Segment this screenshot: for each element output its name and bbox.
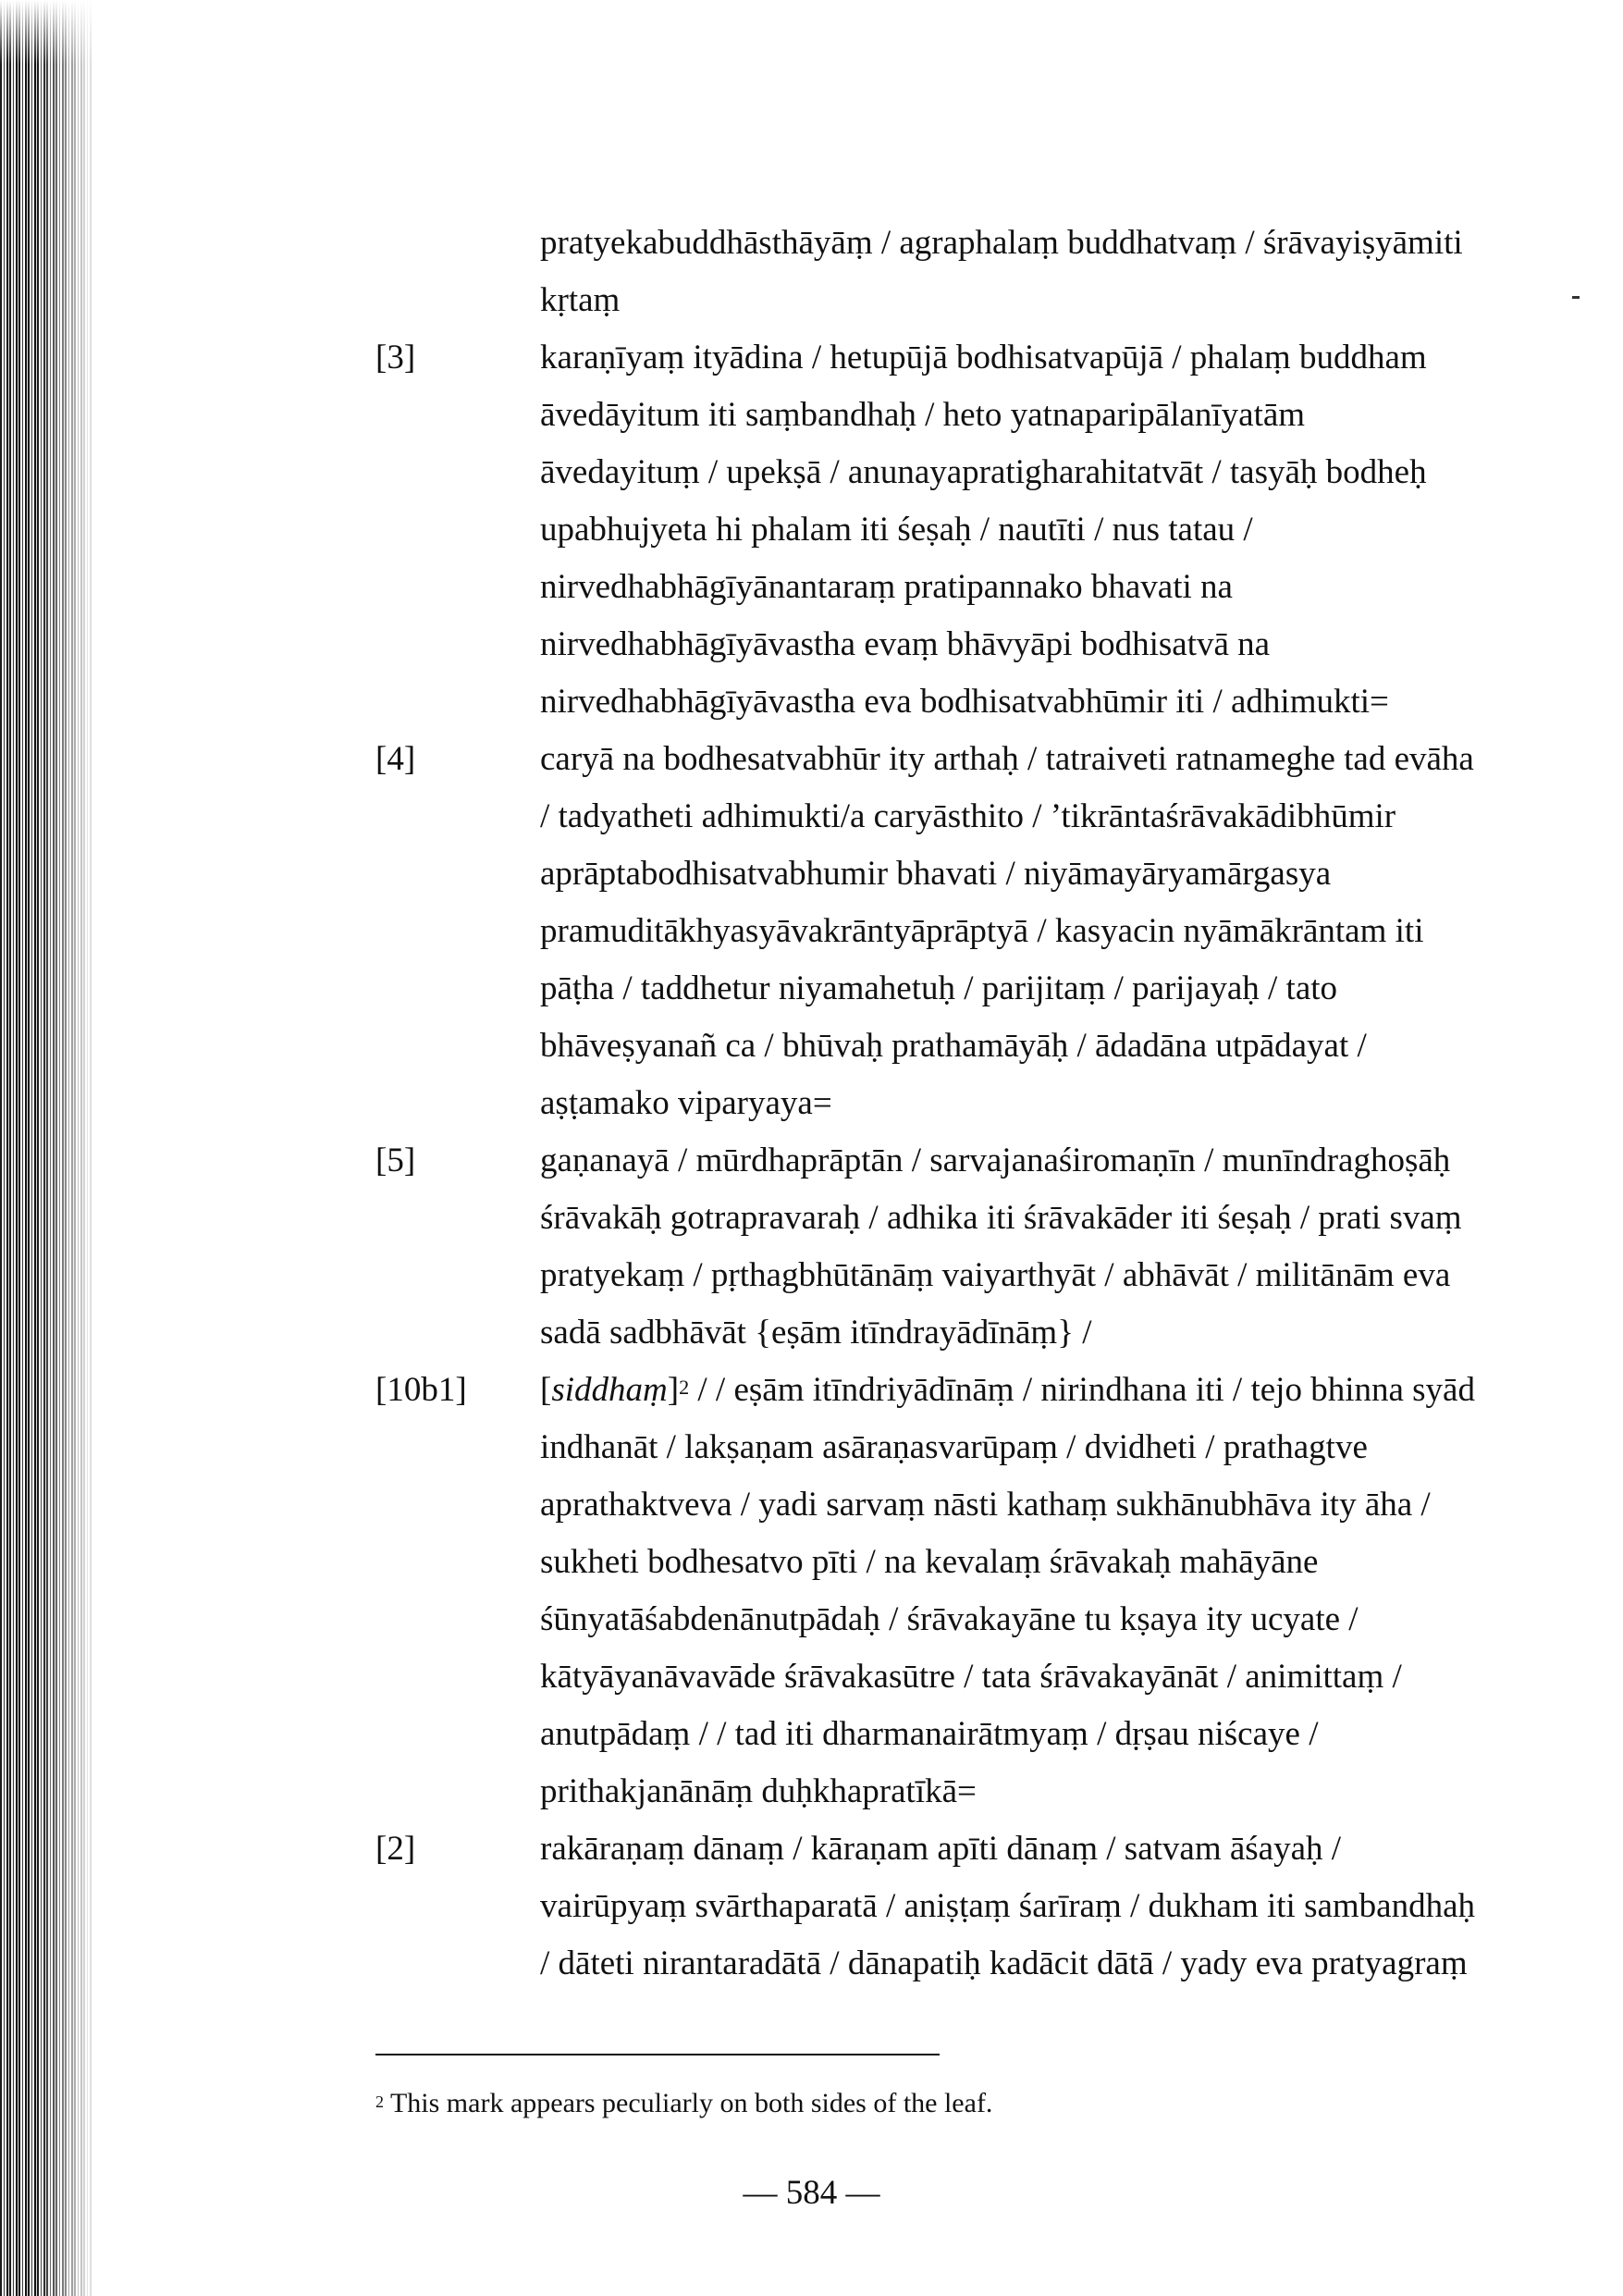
- text-line: [0, 673, 1623, 731]
- line-text: sukheti bodhesatvo pīti / na kevalaṃ śrāvakaḥ mahāyāne: [540, 1543, 1319, 1581]
- text-line: [0, 731, 1623, 788]
- text-line: [0, 215, 1623, 272]
- text-line: [0, 1935, 1623, 1993]
- line-text: vairūpyaṃ svārthaparatā / aniṣṭaṃ śarīraṃ / dukham iti sambandhaḥ: [540, 1887, 1476, 1925]
- page-number: — 584 —: [743, 2174, 880, 2212]
- folio-marker: [4]: [375, 740, 416, 778]
- line-text: āvedāyitum iti saṃbandhaḥ / heto yatnaparipālanīyatām: [540, 396, 1306, 434]
- line-text: śūnyatāśabdenānutpādaḥ / śrāvakayāne tu kṣaya ity ucyate /: [540, 1600, 1359, 1638]
- line-text: gaṇanayā / mūrdhaprāptān / sarvajanaśiromaṇīn / munīndraghoṣāḥ: [540, 1142, 1451, 1179]
- text-line: [0, 616, 1623, 673]
- line-text: / tadyatheti adhimukti/a caryāsthito / ’tikrāntaśrāvakādibhūmir: [540, 797, 1396, 835]
- folio-marker: [5]: [375, 1142, 416, 1179]
- text-line: [0, 1763, 1623, 1821]
- text-line: [0, 559, 1623, 616]
- text-line: [0, 1304, 1623, 1362]
- text-line: [0, 1132, 1623, 1190]
- line-text: pramuditākhyasyāvakrāntyāprāptyā / kasyacin nyāmākrāntam iti: [540, 912, 1424, 950]
- text-line: [0, 272, 1623, 329]
- line-text: pāṭha / taddhetur niyamahetuḥ / parijitaṃ / parijayaḥ / tato: [540, 969, 1338, 1007]
- text-line: [0, 1648, 1623, 1706]
- line-text: upabhujyeta hi phalam iti śeṣaḥ / nautīti / nus tatau /: [540, 511, 1253, 549]
- line-text: kṛtaṃ: [540, 281, 621, 319]
- text-line: [0, 1190, 1623, 1247]
- bracket-close: ]: [667, 1371, 680, 1409]
- line-text: bhāveṣyanañ ca / bhūvaḥ prathamāyāḥ / ādadāna utpādayat /: [540, 1027, 1367, 1065]
- bracket-open: [: [540, 1371, 552, 1409]
- text-line: [0, 1075, 1623, 1132]
- line-text: prithakjanānāṃ duḥkhapratīkā=: [540, 1772, 977, 1810]
- line-text: nirvedhabhāgīyāvastha eva bodhisatvabhūmir iti / adhimukti=: [540, 683, 1389, 721]
- line-text: śrāvakāḥ gotrapravaraḥ / adhika iti śrāvakāder iti śeṣaḥ / prati svaṃ: [540, 1199, 1462, 1237]
- text-line: [0, 846, 1623, 903]
- text-line: [0, 1419, 1623, 1476]
- text-line: [0, 1476, 1623, 1534]
- line-text: [540, 1362, 1475, 1419]
- text-line: [0, 1821, 1623, 1878]
- scan-edge-top: [0, 0, 92, 65]
- line-text: karaṇīyaṃ ityādina / hetupūjā bodhisatvapūjā / phalaṃ buddham: [540, 339, 1427, 376]
- italic-term: siddhaṃ: [551, 1371, 668, 1409]
- line-text: kātyāyanāvavāde śrāvakasūtre / tata śrāvakayānāt / animittaṃ /: [540, 1658, 1402, 1696]
- text-line: [0, 1706, 1623, 1763]
- folio-marker: [2]: [375, 1830, 416, 1868]
- line-text: sadā sadbhāvāt {eṣām itīndrayādīnāṃ} /: [540, 1314, 1092, 1352]
- text-line: [0, 788, 1623, 846]
- text-line: [0, 903, 1623, 960]
- text-line: [0, 444, 1623, 501]
- line-text: aprāptabodhisatvabhumir bhavati / niyāmayāryamārgasya: [540, 855, 1332, 893]
- line-text: pratyekabuddhāsthāyāṃ / agraphalaṃ buddhatvaṃ / śrāvayiṣyāmiti: [540, 224, 1463, 262]
- main-text-block: [0, 215, 1623, 1993]
- line-text: pratyekaṃ / pṛthagbhūtānāṃ vaiyarthyāt / abhāvāt / militānām eva: [540, 1256, 1451, 1294]
- line-text: rakāraṇaṃ dānaṃ / kāraṇam apīti dānaṃ / satvam āśayaḥ /: [540, 1830, 1342, 1868]
- text-line: [0, 1362, 1623, 1419]
- text-line: [0, 329, 1623, 387]
- line-text: indhanāt / lakṣaṇam asāraṇasvarūpaṃ / dvidheti / prathagtve: [540, 1428, 1368, 1466]
- line-text: āvedayituṃ / upekṣā / anunayapratigharahitatvāt / tasyāḥ bodheḥ: [540, 453, 1427, 491]
- text-line: [0, 1591, 1623, 1648]
- folio-marker: [3]: [375, 339, 416, 376]
- line-text: nirvedhabhāgīyānantaraṃ pratipannako bhavati na: [540, 568, 1233, 606]
- text-line: [0, 1247, 1623, 1304]
- text-line: [0, 1534, 1623, 1591]
- footnote-text: This mark appears peculiarly on both sides of the leaf.: [389, 2088, 993, 2118]
- footnote-rule: [375, 2054, 940, 2055]
- footnote: [375, 2085, 992, 2122]
- line-text: caryā na bodhesatvabhūr ity arthaḥ / tatraiveti ratnameghe tad evāha: [540, 740, 1474, 778]
- text-line: [0, 1878, 1623, 1935]
- line-text: / dāteti nirantaradātā / dānapatiḥ kadācit dātā / yady eva pratyagraṃ: [540, 1944, 1468, 1982]
- line-text: anutpādaṃ / / tad iti dharmanairātmyaṃ / dṛṣau niścaye /: [540, 1715, 1319, 1753]
- folio-marker: [10b1]: [375, 1371, 467, 1409]
- text-line: [0, 501, 1623, 559]
- line-text: aprathaktveva / yadi sarvaṃ nāsti kathaṃ sukhānubhāva ity āha /: [540, 1486, 1431, 1524]
- line-text-rest: / / eṣām itīndriyādīnāṃ / nirindhana iti / tejo bhinna syād: [689, 1371, 1475, 1409]
- text-line: [0, 387, 1623, 444]
- footnote-ref: 2: [679, 1376, 690, 1400]
- line-text: aṣṭamako viparyaya=: [540, 1084, 832, 1122]
- text-line: [0, 960, 1623, 1018]
- footnote-number: 2: [375, 2092, 384, 2111]
- line-text: nirvedhabhāgīyāvastha evaṃ bhāvyāpi bodhisatvā na: [540, 625, 1271, 663]
- text-line: [0, 1018, 1623, 1075]
